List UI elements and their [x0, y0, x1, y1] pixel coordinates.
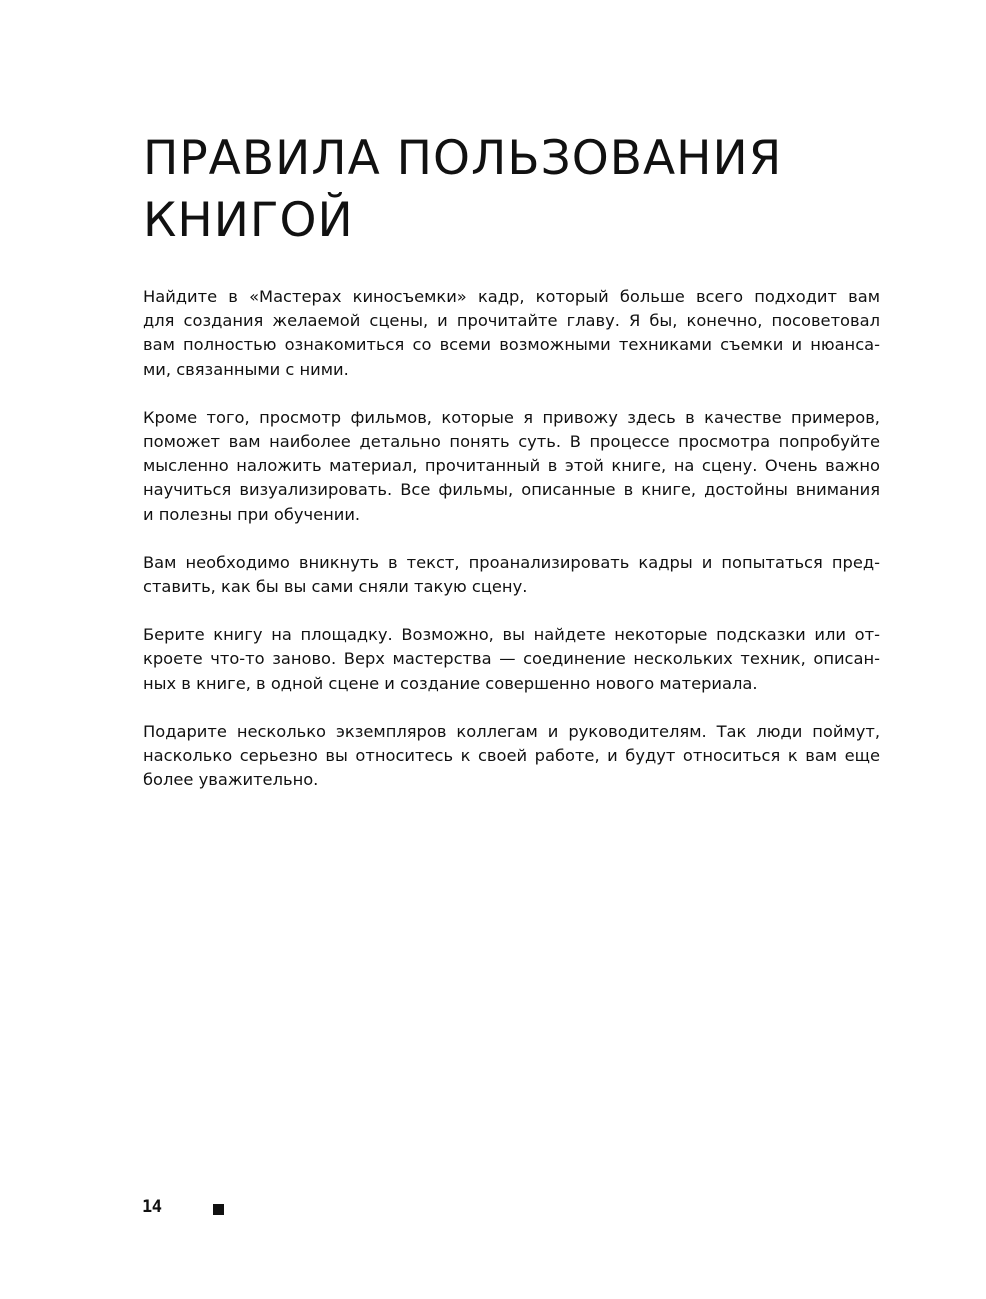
- text-line: кроете что-то заново. Верх мастерства — соединение нескольких техник, описан-: [143, 649, 880, 669]
- text-line: ных в книге, в одной сцене и создание совершенно нового материала.: [143, 673, 758, 693]
- paragraph-4: [143, 623, 880, 696]
- page-number: 14: [142, 1197, 162, 1217]
- text-line: Берите книгу на площадку. Возможно, вы найдете некоторые подсказки или от-: [143, 625, 880, 645]
- text-line: ставить, как бы вы сами сняли такую сцену.: [143, 577, 528, 597]
- text-line: более уважительно.: [143, 770, 319, 790]
- text-line: насколько серьезно вы относитесь к своей работе, и будут относиться к вам еще: [143, 746, 880, 766]
- paragraph-5: [143, 720, 880, 793]
- text-line: для создания желаемой сцены, и прочитайте главу. Я бы, конечно, посоветовал: [143, 311, 880, 331]
- chapter-title: [143, 128, 863, 252]
- text-line: мысленно наложить материал, прочитанный в этой книге, на сцену. Очень важно: [143, 456, 880, 476]
- paragraph-1: [143, 285, 880, 382]
- text-line: Кроме того, просмотр фильмов, которые я привожу здесь в качестве примеров,: [143, 407, 880, 427]
- text-line: Подарите несколько экземпляров коллегам и руководителям. Так люди поймут,: [143, 721, 880, 741]
- text-line: и полезны при обучении.: [143, 504, 361, 524]
- text-line: поможет вам наиболее детально понять суть. В процессе просмотра попробуйте: [143, 432, 880, 452]
- text-line: научиться визуализировать. Все фильмы, описанные в книге, достойны внимания: [143, 480, 880, 500]
- title-line: КНИГОЙ: [143, 193, 354, 248]
- paragraph-2: [143, 406, 880, 527]
- title-line: ПРАВИЛА ПОЛЬЗОВАНИЯ: [143, 131, 783, 186]
- text-line: ми, связанными с ними.: [143, 359, 349, 379]
- text-line: Вам необходимо вникнуть в текст, проанализировать кадры и попытаться пред-: [143, 552, 880, 572]
- paragraph-3: [143, 551, 880, 599]
- body-text: [143, 285, 880, 816]
- text-line: вам полностью ознакомиться со всеми возможными техниками съемки и нюанса-: [143, 335, 880, 355]
- square-marker-icon: [213, 1204, 224, 1215]
- text-line: Найдите в «Мастерах киносъемки» кадр, который больше всего подходит вам: [143, 287, 880, 306]
